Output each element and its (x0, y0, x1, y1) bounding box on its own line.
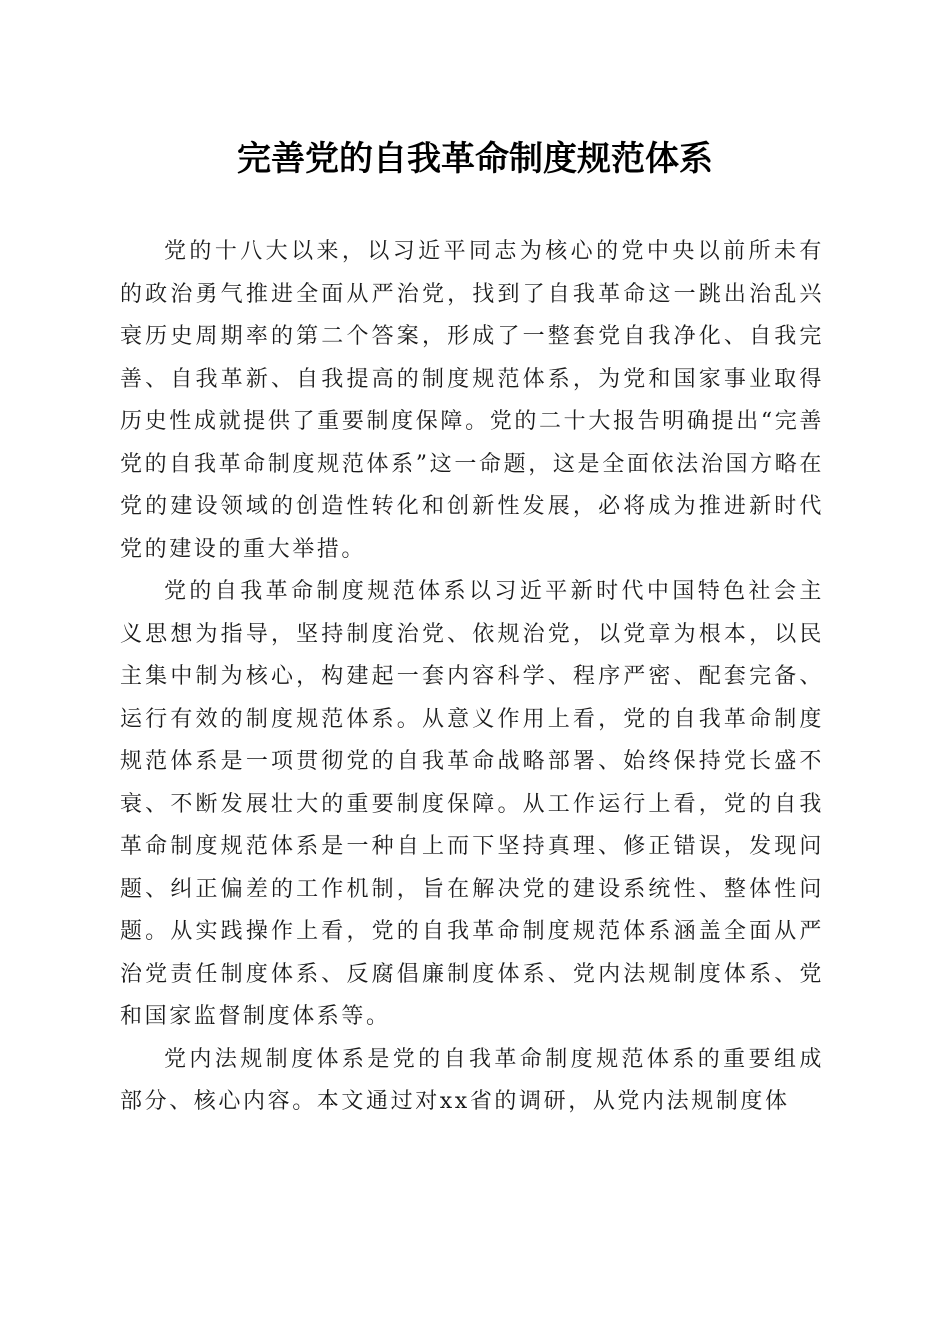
document-title: 完善党的自我革命制度规范体系 (237, 139, 713, 179)
paragraph-2: 党的自我革命制度规范体系以习近平新时代中国特色社会主义思想为指导，坚持制度治党、依规治党，以党章为根本，以民主集中制为核心，构建起一套内容科学、程序严密、配套完备、运行有效的制度规范体系。从意义作用上看，党的自我革命制度规范体系是一项贯彻党的自我革命战略部署、始终保持党长盛不衰、不断发展壮大的重要制度保障。从工作运行上看，党的自我革命制度规范体系是一种自上而下坚持真理、修正错误，发现问题、纠正偏差的工作机制，旨在解决党的建设系统性、整体性问题。从实践操作上看，党的自我革命制度规范体系涵盖全面从严治党责任制度体系、反腐倡廉制度体系、党内法规制度体系、党和国家监督制度体系等。 (120, 579, 824, 1029)
paragraph-1: 党的十八大以来，以习近平同志为核心的党中央以前所未有的政治勇气推进全面从严治党，找到了自我革命这一跳出治乱兴衰历史周期率的第二个答案，形成了一整套党自我净化、自我完善、自我革新、自我提高的制度规范体系，为党和国家事业取得历史性成就提供了重要制度保障。党的二十大报告明确提出“完善党的自我革命制度规范体系”这一命题，这是全面依法治国方略在党的建设领域的创造性转化和创新性发展，必将成为推进新时代党的建设的重大举措。 (120, 239, 824, 562)
paragraph-3: 党内法规制度体系是党的自我革命制度规范体系的重要组成部分、核心内容。本文通过对xx省的调研，从党内法规制度体 (120, 1046, 824, 1114)
document-body (120, 231, 824, 1124)
